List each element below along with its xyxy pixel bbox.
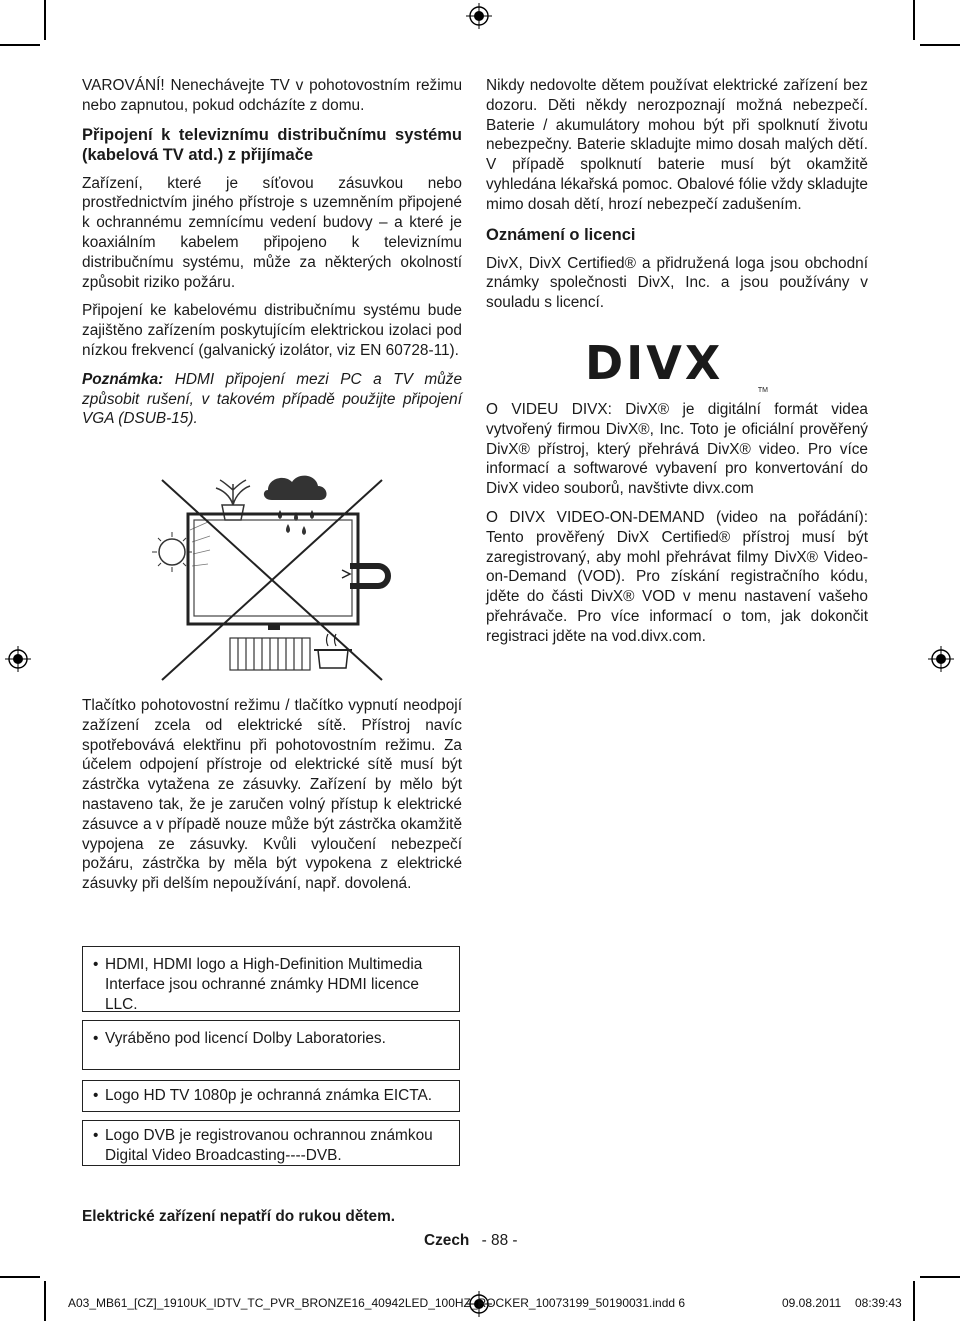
license-text: DivX, DivX Certified® a přidružená loga jsou obchodní známky společnosti DivX, Inc. a jsou používány v souladu s licencí. bbox=[486, 254, 868, 312]
footer-date: 09.08.2011 bbox=[782, 1296, 842, 1310]
left-column bbox=[82, 76, 462, 438]
crop-mark bbox=[44, 1281, 46, 1321]
right-column bbox=[486, 76, 868, 322]
cable-text: Zařízení, které je síťovou zásuvkou nebo prostřednictvím jiného přístroje s uzemněním připojené k ochrannému zemnícímu vedení budovy – a které je koaxiálním kabelem připojeno k televiznímu distribučnímu systému, může za některých okolností způsobit riziko požáru. bbox=[82, 174, 462, 291]
rain-cloud-icon bbox=[264, 476, 327, 535]
trademark-text: HDMI, HDMI logo a High-Definition Multimedia Interface jsou ochranné známky HDMI licence LLC. bbox=[105, 956, 423, 1013]
cable-text-2: Připojení ke kabelovému distribučnímu systému bude zajištěno zařízením poskytujícím elektrickou izolaci pod nízkou frekvencí (galvanický izolátor, viz EN 60728-11). bbox=[82, 302, 462, 359]
warning-text: VAROVÁNÍ! Nenechávejte TV v pohotovostním režimu nebo zapnutou, pokud odcházíte z domu. bbox=[82, 77, 462, 114]
note-label: Poznámka: bbox=[82, 370, 164, 388]
right-column-lower bbox=[486, 400, 868, 656]
children-safety-text: Nikdy nedovolte dětem používat elektrické zařízení bez dozoru. Děti někdy nerozpoznají možná nebezpečí. Baterie / akumulátory mohou být při spolknutí životu nebezpečny. Baterie skladujte mimo dosah malých dětí. V případě spolknutí baterie musí být okamžitě vyhledána lékařská pomoc. Obalové fólie vždy skladujte mimo dosah dětí, hrozí nebezpečí zadušením. bbox=[486, 77, 868, 213]
cooking-pot-icon bbox=[314, 634, 352, 668]
cable-heading: Připojení k televiznímu distribučnímu systému (kabelová TV atd.) z přijímače bbox=[82, 125, 462, 164]
footer-filename: A03_MB61_[CZ]_1910UK_IDTV_TC_PVR_BRONZE16_40942LED_100HZ_ROCKER_10073199_50190031.indd 6 bbox=[68, 1296, 686, 1310]
registration-mark-icon bbox=[928, 646, 954, 672]
trademark-box-dvb bbox=[82, 1120, 460, 1166]
license-heading: Oznámení o licenci bbox=[486, 225, 636, 244]
divx-trademark: TM bbox=[757, 387, 768, 394]
divx-logo-text: DIVX bbox=[585, 336, 724, 390]
sun-icon bbox=[152, 522, 210, 572]
trademark-text: Logo HD TV 1080p je ochranná známka EICTA. bbox=[105, 1087, 433, 1104]
trademark-box-dolby bbox=[82, 1020, 460, 1070]
safety-illustration bbox=[150, 470, 395, 685]
standby-text: Tlačítko pohotovostní režimu / tlačítko vypnutí neodpojí zažízení zcela od elektrické sítě. Přístroj navíc spotřebovává elektřinu při pohotovostním režimu. Za účelem odpojení přístroje od elektrické sítě musí být zástrčka vytažena ze zásuvky. Zařízení by mělo být nastaveno tak, že je zaručen volný přístup k elektrické zásuvce a v případě nouze může být zástrčka okamžitě vypojena ze zásuvky. Kvůli vyloučení nebezpečí požáru, zástrčka by měla být vypokena z elektrické zásuvky při delším nepoužívání, např. dovolená. bbox=[82, 697, 462, 893]
radiator-icon bbox=[230, 638, 310, 670]
crop-mark bbox=[920, 1276, 960, 1278]
trademark-text: Logo DVB je registrovanou ochrannou známkou Digital Video Broadcasting----DVB. bbox=[105, 1127, 433, 1164]
bullet-point: • bbox=[93, 1087, 99, 1104]
bullet-point: • bbox=[93, 956, 99, 973]
registration-mark-icon bbox=[466, 3, 492, 29]
crop-mark bbox=[0, 44, 40, 46]
divx-vod-text: O DIVX VIDEO-ON-DEMAND (video na pořádání): Tento prověřený DivX Certified® přístroj musí být zaregistrovaný, aby mohl přehrávat filmy DivX® Video-on-Demand (VOD). Pro získání registračního kódu, jděte do části DivX® VOD v menu nastavení vašeho přehrávače. Pro více informací o tom, jak dokončit registraci jděte na vod.divx.com. bbox=[486, 508, 868, 645]
note-paragraph bbox=[82, 370, 462, 429]
trademark-box-hdmi bbox=[82, 946, 460, 1012]
page-number-value: - 88 - bbox=[481, 1232, 518, 1249]
trademark-box-eicta bbox=[82, 1080, 460, 1112]
crop-mark bbox=[913, 0, 915, 40]
magnet-icon bbox=[342, 566, 388, 586]
page-language: Czech bbox=[424, 1232, 470, 1249]
crop-mark bbox=[0, 1276, 40, 1278]
crop-mark bbox=[913, 1281, 915, 1321]
registration-mark-icon bbox=[5, 646, 31, 672]
footer-time: 08:39:43 bbox=[855, 1296, 902, 1310]
crop-mark bbox=[920, 44, 960, 46]
bullet-point: • bbox=[93, 1127, 99, 1144]
bullet-point: • bbox=[93, 1030, 99, 1047]
divx-video-text: O VIDEU DIVX: DivX® je digitální formát videa vytvořený firmou DivX®, Inc. Toto je oficiální prověřený DivX® přístroj, který přehrává DivX® video. Pro více informací a softwarové vybavení pro konvertování do DivX video souborů, navštivte divx.com bbox=[486, 401, 868, 498]
kids-warning: Elektrické zařízení nepatří do rukou dětem. bbox=[82, 1208, 396, 1225]
standby-section bbox=[82, 696, 462, 903]
crop-mark bbox=[44, 0, 46, 40]
divx-logo bbox=[585, 336, 770, 394]
note-text: HDMI připojení mezi PC a TV může způsobit rušení, v takovém případě použijte připojení VGA (DSUB-15). bbox=[82, 370, 462, 428]
page-number bbox=[424, 1232, 518, 1250]
trademark-text: Vyráběno pod licencí Dolby Laboratories. bbox=[105, 1030, 386, 1047]
